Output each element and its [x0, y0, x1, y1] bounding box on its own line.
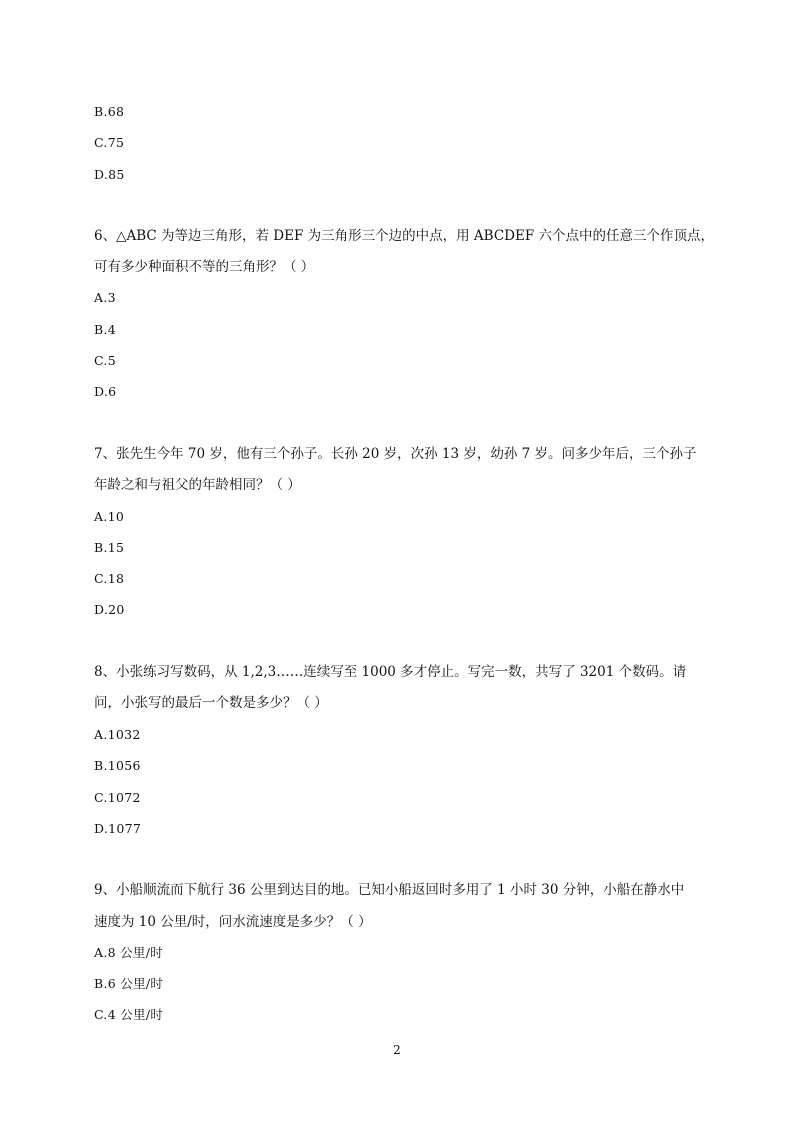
q8-option-a: A.1032 [94, 727, 141, 742]
q8-option-b: B.1056 [94, 758, 141, 773]
q5-option-d: D.85 [94, 167, 125, 182]
page-number: 2 [393, 1043, 401, 1057]
q8-option-c: C.1072 [94, 790, 141, 805]
q5-option-c: C.75 [94, 135, 125, 150]
q9-option-a: A.8 公里/时 [94, 945, 164, 960]
q8-stem-line-1: 8、小张练习写数码，从 1,2,3……连续写至 1000 多才停止。写完一数，共写了 3201 个数码。请 [94, 664, 687, 680]
q5-option-b: B.68 [94, 104, 125, 119]
q7-option-c: C.18 [94, 571, 125, 586]
q9-stem-line-1: 9、小船顺流而下航行 36 公里到达目的地。已知小船返回时多用了 1 小时 30 分钟，小船在静水中 [94, 882, 685, 898]
q6-stem-line-1: 6、△ABC 为等边三角形，若 DEF 为三角形三个边的中点，用 ABCDEF 六个点中的任意三个作顶点， [94, 228, 715, 244]
q7-option-a: A.10 [94, 509, 125, 524]
q8-option-d: D.1077 [94, 821, 142, 836]
q7-stem-line-2: 年龄之和与祖父的年龄相同？（ ） [94, 477, 301, 493]
q6-option-c: C.5 [94, 353, 116, 368]
q7-option-d: D.20 [94, 602, 125, 617]
q6-option-a: A.3 [94, 290, 116, 305]
q7-stem-line-1: 7、张先生今年 70 岁，他有三个孙子。长孙 20 岁，次孙 13 岁，幼孙 7 岁。问多少年后，三个孙子 [94, 446, 697, 462]
q7-option-b: B.15 [94, 540, 125, 555]
q6-option-b: B.4 [94, 322, 117, 337]
q9-option-c: C.4 公里/时 [94, 1007, 164, 1022]
q9-stem-line-2: 速度为 10 公里/时，问水流速度是多少？（ ） [94, 914, 372, 930]
q6-option-d: D.6 [94, 384, 117, 399]
q6-stem-line-2: 可有多少种面积不等的三角形？（ ） [94, 259, 315, 275]
q8-stem-line-2: 问，小张写的最后一个数是多少？（ ） [94, 695, 328, 711]
q9-option-b: B.6 公里/时 [94, 976, 164, 991]
